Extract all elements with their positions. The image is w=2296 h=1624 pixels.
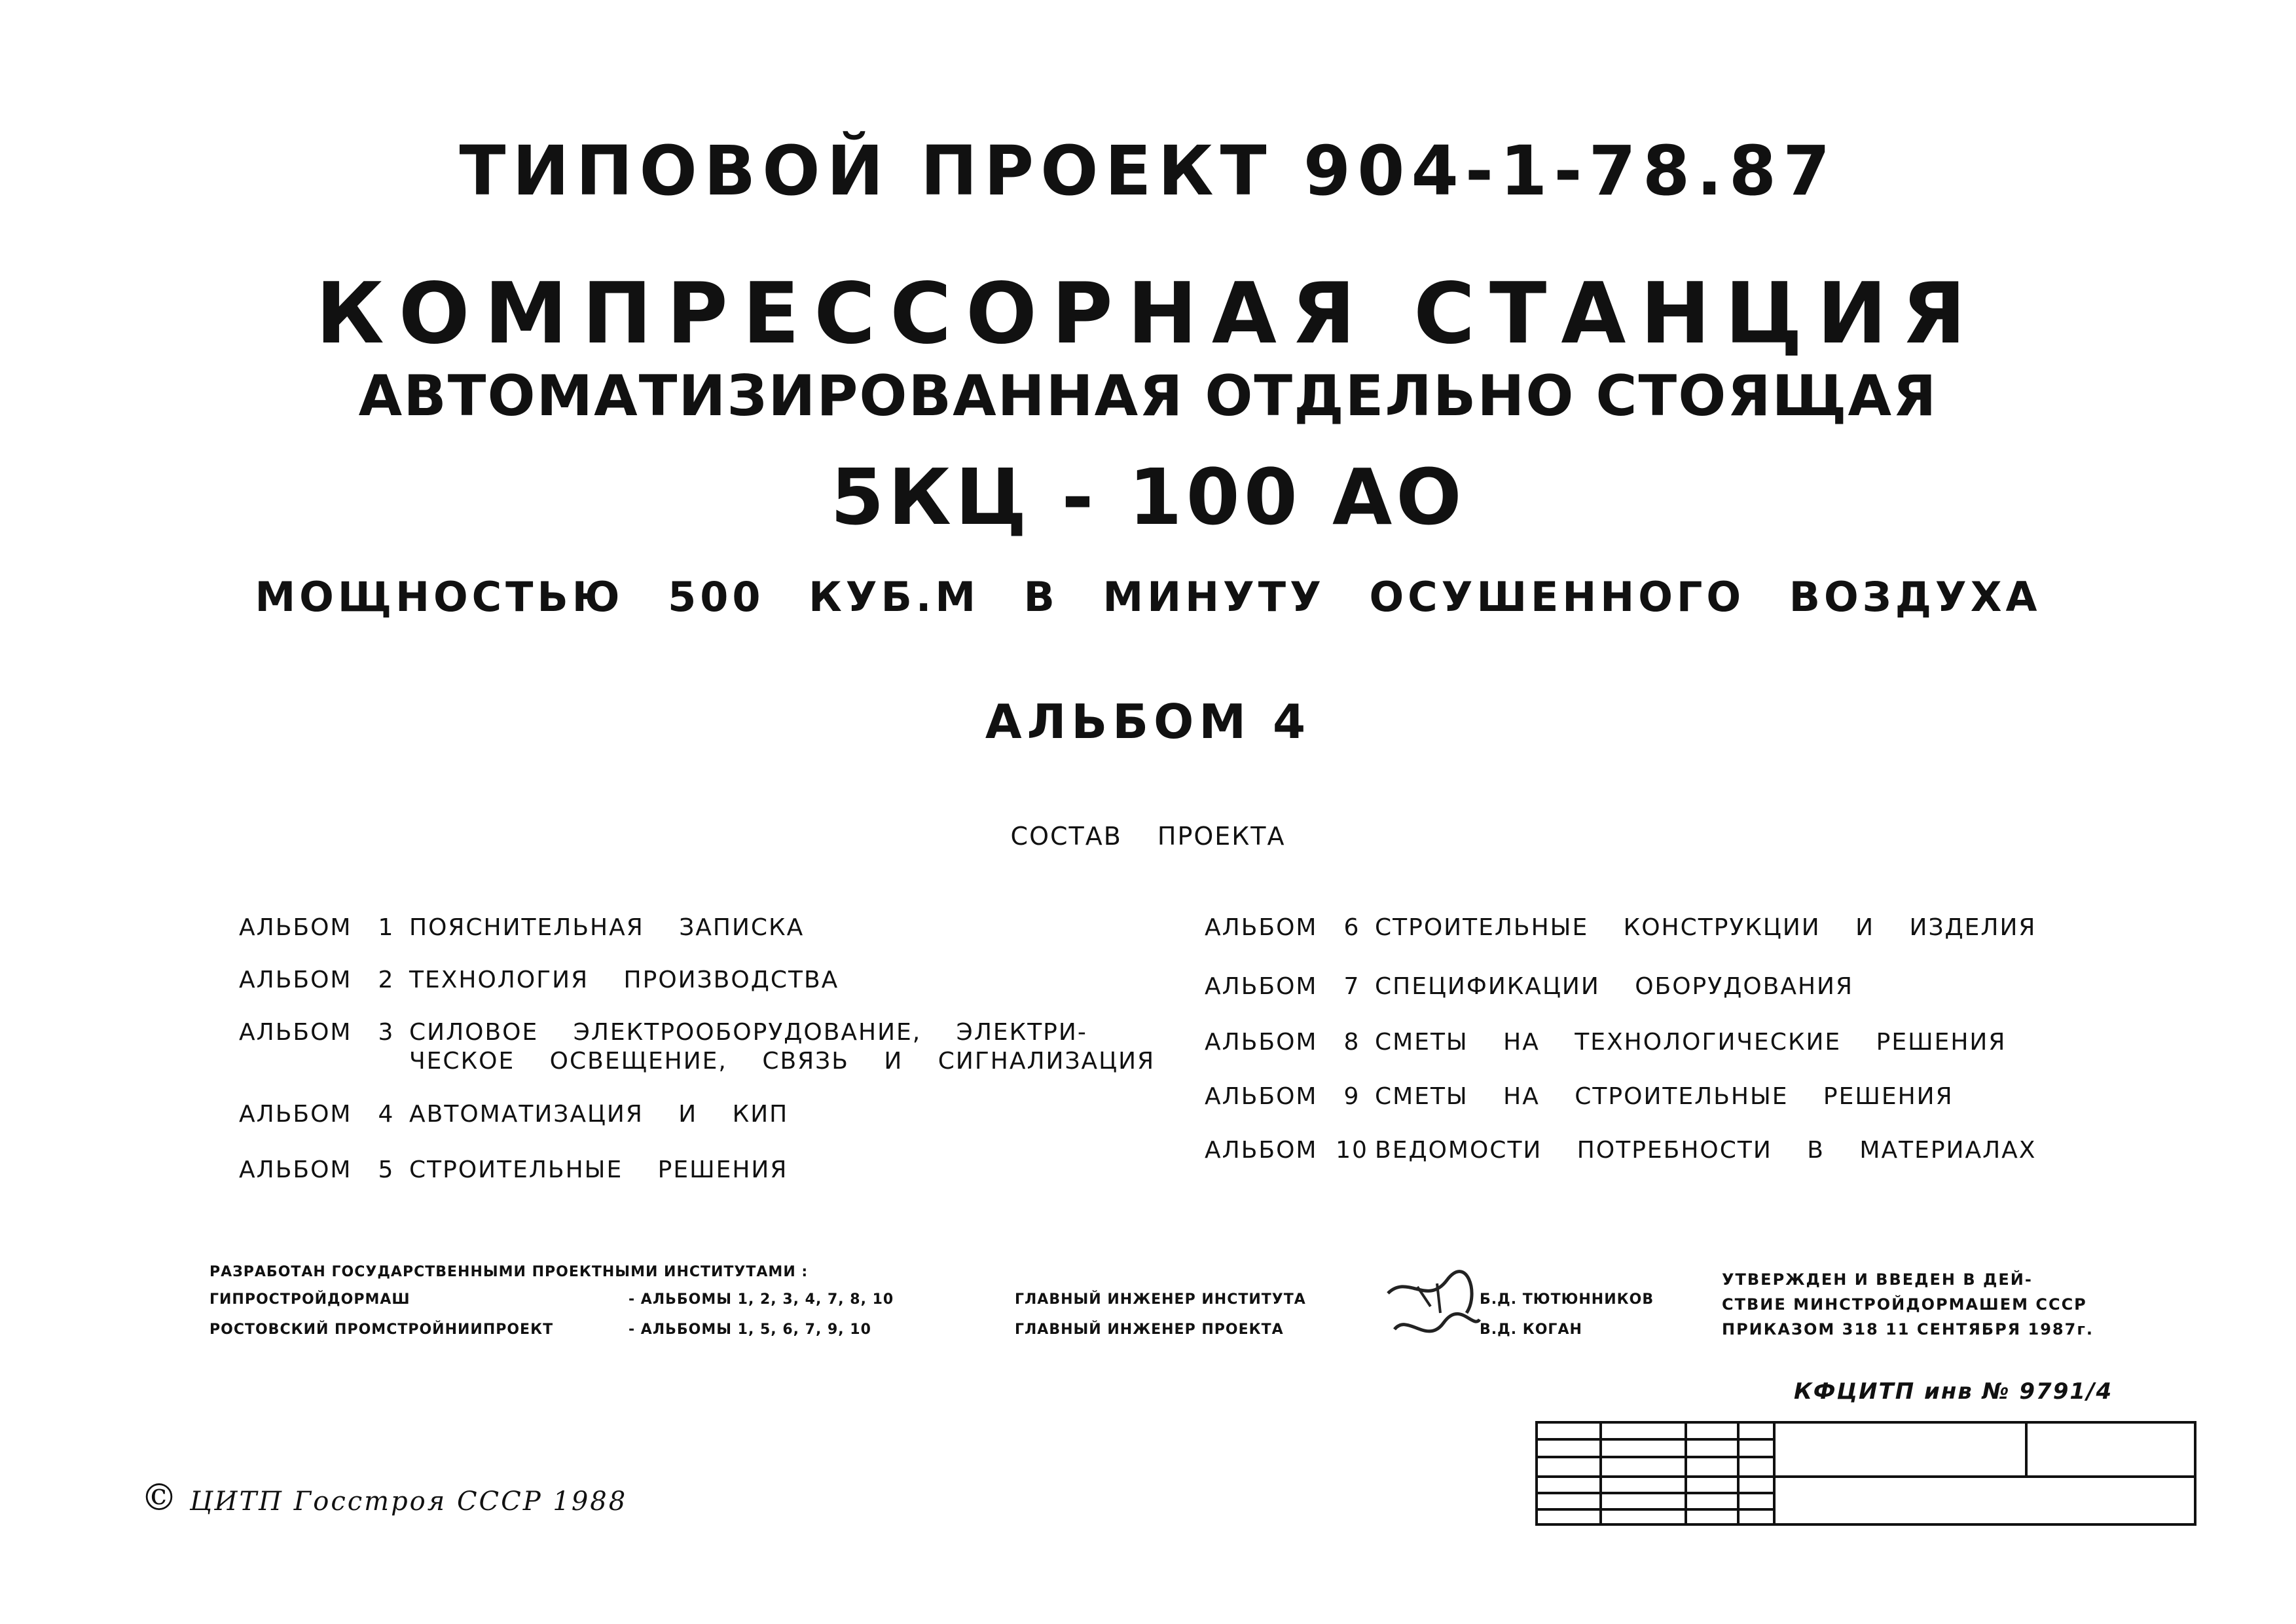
institute-2-albums: - АЛЬБОМЫ 1, 5, 6, 7, 9, 10	[629, 1321, 871, 1338]
list-item: АЛЬБОМ 10 ВЕДОМОСТИ ПОТРЕБНОСТИ В МАТЕРИАЛАХ	[1205, 1137, 2037, 1164]
capacity-line: МОЩНОСТЬЮ 500 КУБ.М В МИНУТУ ОСУШЕННОГО ВОЗДУХА	[255, 573, 2041, 621]
project-number-title: ТИПОВОЙ ПРОЕКТ 904-1-78.87	[459, 131, 1837, 211]
institute-2: РОСТОВСКИЙ ПРОМСТРОЙНИИПРОЕКТ	[210, 1321, 554, 1338]
list-item: АЛЬБОМ 9 СМЕТЫ НА СТРОИТЕЛЬНЫЕ РЕШЕНИЯ	[1205, 1083, 1954, 1110]
chief-engineer-project-name: В.Д. КОГАН	[1480, 1321, 1582, 1338]
list-item: АЛЬБОМ 4 АВТОМАТИЗАЦИЯ И КИП	[239, 1101, 789, 1128]
signature-stroke-3	[1417, 1283, 1440, 1313]
album-title: АЛЬБОМ 4	[985, 694, 1311, 749]
chief-engineer-institute-name: Б.Д. ТЮТЮННИКОВ	[1480, 1291, 1654, 1308]
signature-image	[1381, 1267, 1486, 1352]
list-item: АЛЬБОМ 3 СИЛОВОЕ ЭЛЕКТРООБОРУДОВАНИЕ, ЭЛЕКТРИ- ЧЕСКОЕ ОСВЕЩЕНИЕ, СВЯЗЬ И СИГНАЛИЗАЦИЯ	[239, 1019, 1156, 1075]
station-model: 5КЦ - 100 АО	[830, 452, 1466, 542]
station-subtitle: АВТОМАТИЗИРОВАННАЯ ОТДЕЛЬНО СТОЯЩАЯ	[358, 363, 1938, 429]
institute-1: ГИПРОСТРОЙДОРМАШ	[210, 1291, 410, 1308]
chief-engineer-institute-role: ГЛАВНЫЙ ИНЖЕНЕР ИНСТИТУТА	[1015, 1291, 1306, 1308]
approval-block	[1722, 1267, 2094, 1342]
copyright-note	[141, 1477, 627, 1519]
chief-engineer-project-role: ГЛАВНЫЙ ИНЖЕНЕР ПРОЕКТА	[1015, 1321, 1284, 1338]
composition-heading: СОСТАВ ПРОЕКТА	[1010, 822, 1286, 851]
copyright-symbol: ©	[141, 1477, 179, 1519]
list-item: АЛЬБОМ 8 СМЕТЫ НА ТЕХНОЛОГИЧЕСКИЕ РЕШЕНИЯ	[1205, 1029, 2007, 1056]
approval-line-2: СТВИЕ МИНСТРОЙДОРМАШЕМ СССР	[1722, 1295, 2087, 1314]
list-item: АЛЬБОМ 2 ТЕХНОЛОГИЯ ПРОИЗВОДСТВА	[239, 967, 839, 993]
inventory-number: КФЦИТП инв № 9791/4	[1794, 1378, 2113, 1405]
station-title: КОМПРЕССОРНАЯ СТАНЦИЯ	[316, 265, 1980, 363]
developed-by: РАЗРАБОТАН ГОСУДАРСТВЕННЫМИ ПРОЕКТНЫМИ ИНСТИТУТАМИ :	[210, 1264, 809, 1280]
list-item: АЛЬБОМ 6 СТРОИТЕЛЬНЫЕ КОНСТРУКЦИИ И ИЗДЕЛИЯ	[1205, 914, 2037, 941]
approval-line-3: ПРИКАЗОМ 318 11 СЕНТЯБРЯ 1987г.	[1722, 1320, 2094, 1338]
signature-stroke-2	[1394, 1314, 1480, 1331]
stamp-table	[1535, 1421, 2196, 1526]
copyright-text: ЦИТП Госстроя СССР 1988	[189, 1486, 628, 1517]
list-item: АЛЬБОМ 1 ПОЯСНИТЕЛЬНАЯ ЗАПИСКА	[239, 914, 805, 941]
list-item: АЛЬБОМ 7 СПЕЦИФИКАЦИИ ОБОРУДОВАНИЯ	[1205, 973, 1854, 1000]
institute-1-albums: - АЛЬБОМЫ 1, 2, 3, 4, 7, 8, 10	[629, 1291, 894, 1308]
approval-line-1: УТВЕРЖДЕН И ВВЕДЕН В ДЕЙ-	[1722, 1270, 2033, 1289]
list-item: АЛЬБОМ 5 СТРОИТЕЛЬНЫЕ РЕШЕНИЯ	[239, 1156, 788, 1183]
